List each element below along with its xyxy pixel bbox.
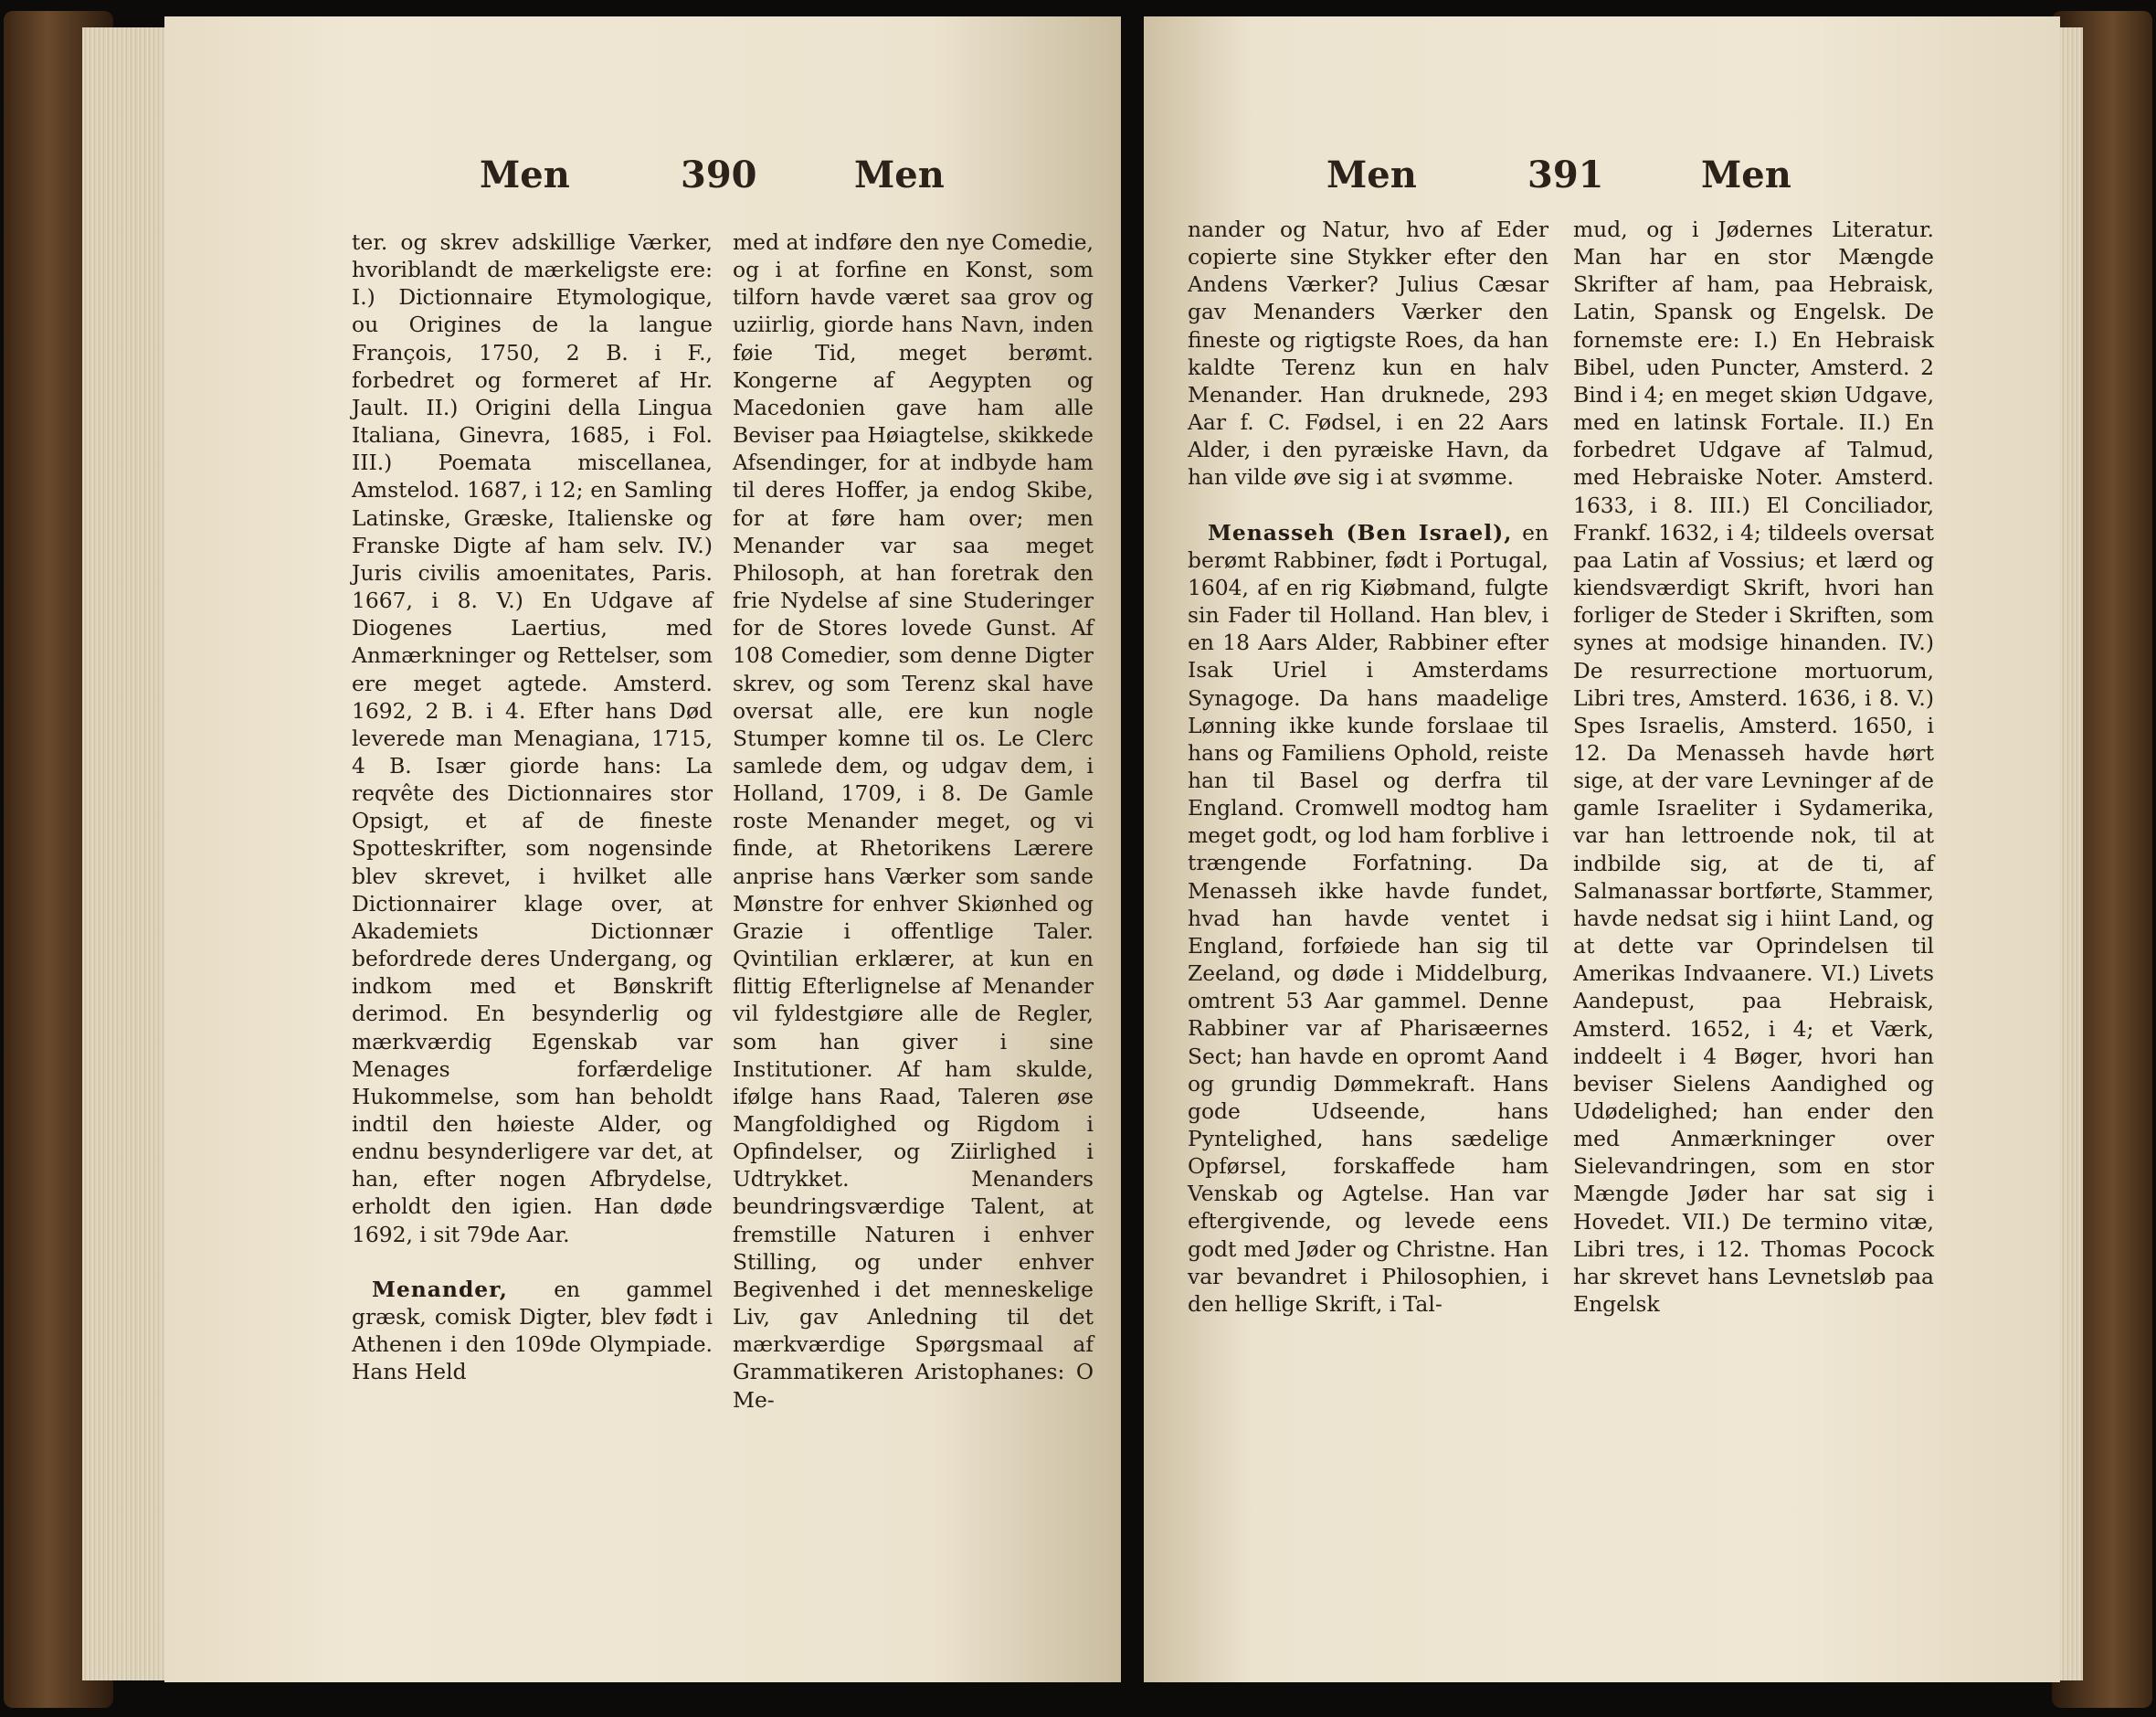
menander-entry (352, 1276, 713, 1386)
menasseh-entry (1188, 519, 1548, 1319)
left-page-header (164, 154, 1121, 208)
menander-conclusion-text: nander og Natur, hvo af Eder copierte sine Stykker efter den Andens Værker? Julius Cæsar gav Menanders Værker den fineste og rigtigste Roes, da han kaldte Terenz kun en halv Menander. Han druknede, 293 Aar f. C. Fødsel, i en 22 Aars Alder, i den pyræiske Havn, da han vilde øve sig i at svømme. (1188, 217, 1548, 491)
menasseh-continued-text: mud, og i Jødernes Literatur. Man har en stor Mængde Skrifter af ham, paa Hebraisk, Latin, Spansk og Engelsk. De fornemste ere: I.) En Hebraisk Bibel, uden Puncter, Amsterd. 2 Bind i 4; en meget skiøn Udgave, med en latinsk Fortale. II.) En forbedret Udgave af Talmud, med Hebraiske Noter. Amsterd. 1633, i 8. III.) El Conciliador, Frankf. 1632, i 4; tildeels oversat paa Latin af Vossius; et lærd og kiendsværdigt Skrift, hvori han forliger de Steder i Skriften, som synes at modsige hinanden. IV.) De resurrectione mortuorum, Libri tres, Amsterd. 1636, i 8. V.) Spes Israelis, Amsterd. 1650, i 12. Da Menasseh havde hørt sige, at der vare Levninger af de gamle Israeliter i Sydamerika, var han lettroende nok, til at indbilde sig, at de ti, af Salmanassar bortførte, Stammer, havde nedsat sig i hiint Land, og at dette var Oprindelsen til Amerikas Indvaanere. VI.) Livets Aandepust, paa Hebraisk, Amsterd. 1652, i 4; et Værk, inddeelt i 4 Bøger, hvori han beviser Sielens Aandighed og Udødelighed; han ender den med Anmærkninger over Sielevandringen, som en stor Mængde Jøder har sat sig i Hovedet. VII.) De termino vitæ, Libri tres, i 12. Thomas Pocock har skrevet hans Levnetsløb paa Engelsk (1573, 217, 1934, 1318)
right-page-number: 391 (1527, 154, 1604, 196)
left-page-column-1 (352, 228, 713, 1385)
right-header-word-left: Men (1326, 154, 1417, 196)
menander-headword: Menander, (372, 1276, 508, 1302)
left-page-edges (82, 27, 174, 1680)
right-page-column-1 (1188, 216, 1548, 1318)
right-page-header (1144, 154, 2060, 208)
menage-entry-text: ter. og skrev adskillige Værker, hvoriblandt de mærkeligste ere: I.) Dictionnaire Etymologique, ou Origines de la langue François, 1750, 2 B. i F., forbedret og formeret af Hr. Jault. II.) Origini della Lingua Italiana, Ginevra, 1685, i Fol. III.) Poemata miscellanea, Amstelod. 1687, i 12; en Samling Latinske, Græske, Italienske og Franske Digte af ham selv. IV.) Juris civilis amoenitates, Paris. 1667, i 8. V.) En Udgave af Diogenes Laertius, med Anmærkninger og Rettelser, som ere meget agtede. Amsterd. 1692, 2 B. i 4. Efter hans Død leverede man Menagiana, 1715, 4 B. Især giorde hans: La reqvête des Dictionnaires stor Opsigt, et af de fineste Spotteskrifter, som nogensinde blev skrevet, i hvilket alle Dictionnairer klage over, at Akademiets Dictionnær befordrede deres Undergang, og indkom med et Bønskrift derimod. En besynderlig og mærkværdig Egenskab var Menages forfærdelige Hukommelse, som han beholdt indtil den høieste Alder, og endnu besynderligere var det, at han, efter nogen Afbrydelse, erholdt den igien. Han døde 1692, i sit 79de Aar. (352, 229, 713, 1247)
left-page-column-2 (733, 228, 1094, 1414)
gutter (1121, 0, 1144, 1717)
left-header-word-right: Men (854, 154, 945, 196)
menander-entry-text: en gammel græsk, comisk Digter, blev født i Athenen i den 109de Olympiade. Hans Held (352, 1276, 713, 1385)
right-header-word-right: Men (1701, 154, 1791, 196)
menasseh-headword: Menasseh (Ben Israel), (1208, 519, 1513, 546)
left-page-number: 390 (681, 154, 757, 196)
menasseh-entry-text: en berømt Rabbiner, født i Portugal, 1604, af en rig Kiøbmand, fulgte sin Fader til Holland. Han blev, i en 18 Aars Alder, Rabbiner efter Isak Uriel i Amsterdams Synagoge. Da hans maadelige Lønning ikke kunde forslaae til hans og Familiens Ophold, reiste han til Basel og derfra til England. Cromwell modtog ham meget godt, og lod ham forblive i trængende Forfatning. Da Menasseh ikke havde fundet, hvad han havde ventet i England, forføiede han sig til Zeeland, og døde i Middelburg, omtrent 53 Aar gammel. Denne Rabbiner var af Pharisæernes Sect; han havde en opromt Aand og grundig Dømmekraft. Hans gode Udseende, hans Pyntelighed, hans sædelige Opførsel, forskaffede ham Venskab og Agtelse. Han var eftergivende, og levede eens godt med Jøder og Christne. Han var bevandret i Philosophien, i den hellige Skrift, i Tal- (1188, 519, 1549, 1317)
right-page (1144, 16, 2060, 1682)
left-header-word-left: Men (480, 154, 570, 196)
menander-continued-text: med at indføre den nye Comedie, og i at forfine en Konst, som tilforn havde været saa grov og uziirlig, giorde hans Navn, inden føie Tid, meget berømt. Kongerne af Aegypten og Macedonien gave ham alle Beviser paa Høiagtelse, skikkede Afsendinger, for at indbyde ham til deres Hoffer, ja endog Skibe, for at føre ham over; men Menander var saa meget Philosoph, at han foretrak den frie Nydelse af sine Studeringer for de Stores lovede Gunst. Af 108 Comedier, som denne Digter skrev, og som Terenz skal have oversat alle, ere kun nogle Stumper komne til os. Le Clerc samlede dem, og udgav dem, i Holland, 1709, i 8. De Gamle roste Menander meget, og vi finde, at Rhetorikens Lærere anprise hans Værker som sande Mønstre for enhver Skiønhed og Grazie i offentlige Taler. Qvintilian erklærer, at kun en flittig Efterlignelse af Menander vil fyldestgiøre alle de Regler, som han giver i sine Institutioner. Af ham skulde, ifølge hans Raad, Taleren øse Mangfoldighed og Rigdom i Opfindelser, og Ziirlighed i Udtrykket. Menanders beundringsværdige Talent, at fremstille Naturen i enhver Stilling, og under enhver Begivenhed i det menneskelige Liv, gav Anledning til det mærkværdige Spørgsmaal af Grammatikeren Aristophanes: O Me- (733, 229, 1094, 1413)
left-page (164, 16, 1121, 1682)
right-page-column-2 (1573, 216, 1934, 1318)
